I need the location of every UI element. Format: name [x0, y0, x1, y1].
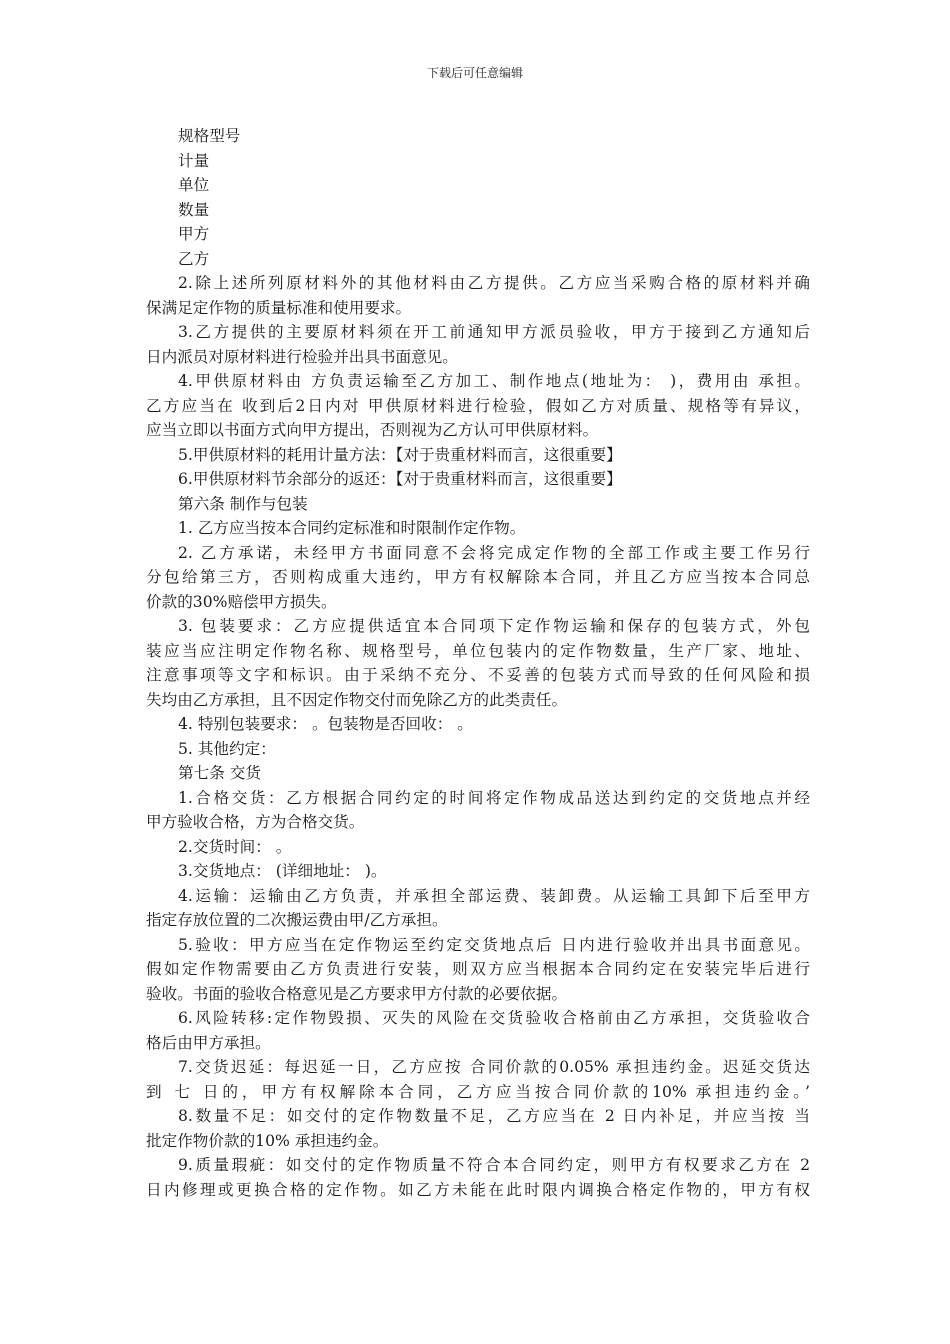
document-line: 第六条 制作与包装: [178, 494, 308, 513]
document-line: 日内派员对原材料进行检验并出具书面意见。: [146, 347, 458, 366]
document-body: [146, 124, 810, 1202]
document-line: 6.甲供原材料节余部分的返还：【对于贵重材料而言，这很重要】: [178, 470, 622, 488]
document-line: 6.风险转移:定作物毁损、灭失的风险在交货验收合格前由乙方承担，交货验收合: [178, 1009, 810, 1027]
document-line: 保满足定作物的质量标准和使用要求。: [146, 298, 412, 317]
document-line: 单位: [178, 176, 210, 194]
document-line: 失均由乙方承担，且不因定作物交付而免除乙方的此类责任。: [146, 690, 568, 709]
document-line: 应当立即以书面方式向甲方提出，否则视为乙方认可甲供原材料。: [146, 421, 599, 439]
document-line: 第七条 交货: [178, 764, 261, 782]
page-header-note: 下载后可任意编辑: [426, 66, 523, 80]
document-line: 价款的30%赔偿甲方损失。: [146, 592, 337, 611]
document-line: 4.运输：运输由乙方负责，并承担全部运费、装卸费。从运输工具卸下后至甲方: [178, 886, 810, 905]
document-line: 格后由甲方承担。: [146, 1033, 271, 1052]
document-line: 分包给第三方，否则构成重大违约，甲方有权解除本合同，并且乙方应当按本合同总: [146, 568, 810, 586]
document-line: 2.交货时间： 。: [178, 837, 292, 856]
document-line: 假如定作物需要由乙方负责进行安装，则双方应当根据本合同约定在安装完毕后进行: [146, 960, 810, 978]
document-line: 注意事项等文字和标识。由于采纳不充分、不妥善的包装方式而导致的任何风险和损: [146, 666, 810, 684]
document-line: 5.甲供原材料的耗用计量方法：【对于贵重材料而言，这很重要】: [178, 445, 622, 464]
document-line: 计量: [178, 151, 210, 170]
document-line: 7.交货迟延：每迟延一日，乙方应按 合同价款的0.05% 承担违约金。迟延交货达: [178, 1058, 810, 1076]
document-line: 3.乙方提供的主要原材料须在开工前通知甲方派员验收，甲方于接到乙方通知后: [178, 323, 810, 341]
document-line: 验收。书面的验收合格意见是乙方要求甲方付款的必要依据。: [146, 984, 568, 1003]
document-line: 乙方: [178, 249, 210, 268]
document-line: 4.甲供原材料由 方负责运输至乙方加工、制作地点(地址为： )，费用由 承担。: [178, 372, 810, 390]
document-line: 2. 乙方承诺，未经甲方书面同意不会将完成定作物的全部工作或主要工作另行: [178, 543, 810, 562]
document-line: 2.除上述所列原材料外的其他材料由乙方提供。乙方应当采购合格的原材料并确: [178, 274, 810, 292]
document-line: 5.验收：甲方应当在定作物运至约定交货地点后 日内进行验收并出具书面意见。: [178, 935, 810, 954]
document-line: 乙方应当在 收到后2日内对 甲供原材料进行检验，假如乙方对质量、规格等有异议，: [146, 396, 810, 415]
document-line: 4. 特别包装要求： 。包装物是否回收： 。: [178, 715, 473, 733]
document-line: 数量: [178, 200, 210, 219]
document-line: 甲方: [178, 225, 210, 243]
document-line: 规格型号: [178, 127, 241, 145]
document-line: 指定存放位置的二次搬运费由甲/乙方承担。: [146, 911, 448, 929]
document-line: 8.数量不足：如交付的定作物数量不足，乙方应当在 2 日内补足，并应当按 当: [178, 1107, 810, 1125]
document-line: 3.交货地点： (详细地址： )。: [178, 862, 387, 880]
document-line: 3. 包装要求：乙方应提供适宜本合同项下定作物运输和保存的包装方式，外包: [178, 617, 810, 635]
document-line: 1.合格交货：乙方根据合同约定的时间将定作物成品送达到约定的交货地点并经: [178, 788, 810, 807]
document-line: 装应当应注明定作物名称、规格型号，单位包装内的定作物数量，生产厂家、地址、: [146, 641, 810, 660]
document-line: 9.质量瑕疵：如交付的定作物质量不符合本合同约定，则甲方有权要求乙方在 2: [178, 1156, 810, 1174]
document-line: 日内修理或更换合格的定作物。如乙方未能在此时限内调换合格定作物的，甲方有权: [146, 1180, 810, 1199]
document-line: 1. 乙方应当按本合同约定标准和时限制作定作物。: [178, 519, 526, 537]
document-line: 甲方验收合格，方为合格交货。: [146, 813, 365, 831]
document-line: 批定作物价款的10% 承担违约金。: [146, 1131, 389, 1150]
document-line: 到 七 日的，甲方有权解除本合同，乙方应当按合同价款的10% 承担违约金。’: [146, 1082, 810, 1101]
document-line: 5. 其他约定：: [178, 739, 276, 758]
